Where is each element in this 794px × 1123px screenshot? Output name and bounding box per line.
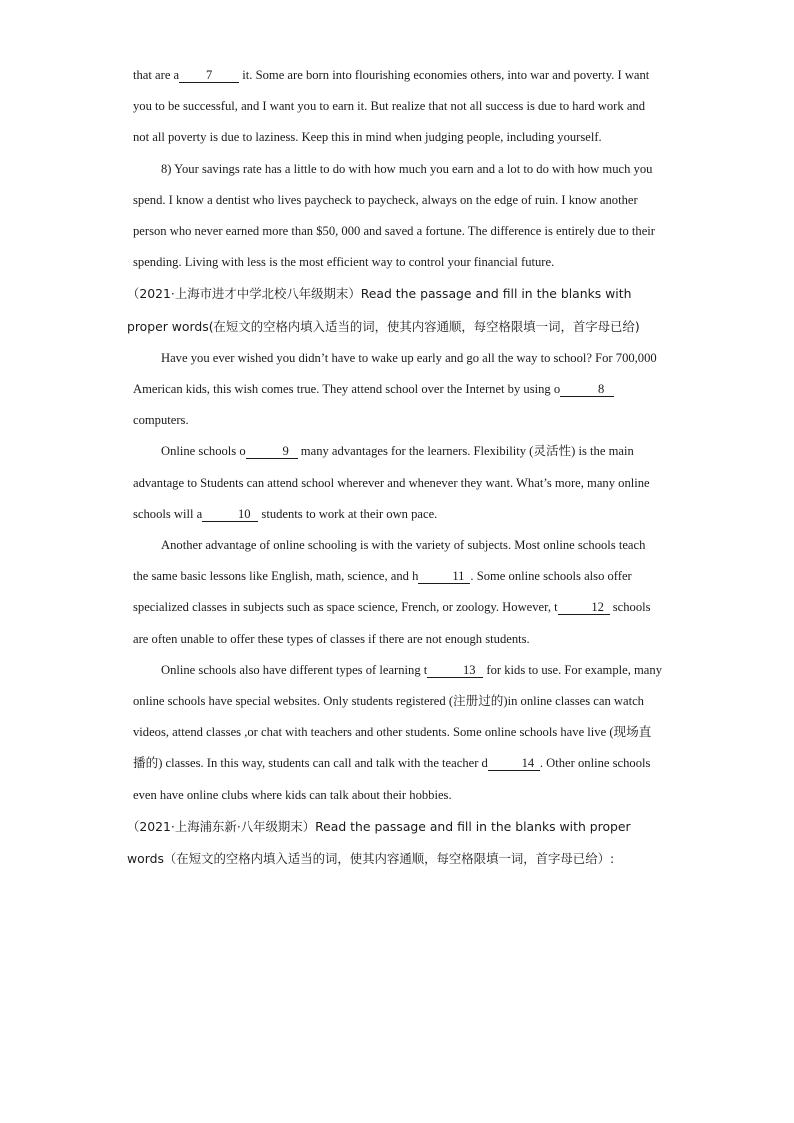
text: many advantages for the learners. Flexibility (灵活性) is the main advantage to Students can attend school wherever and whenever they want. What’s more, many online schools will a xyxy=(133,444,650,521)
text: Have you ever wished you didn’t have to wake up early and go all the way to school? For 700,000 American kids, this wish comes true. They attend school over the Internet by using o xyxy=(133,350,657,397)
instruction: Read the passage and fill in the blanks with proper words(在短文的空格内填入适当的词，使其内容通顺，每空格限填一词，首字母已给) xyxy=(127,286,640,334)
section-header xyxy=(127,811,663,875)
text: . Other online schools even have online clubs where kids can talk about their hobbies. xyxy=(133,756,651,802)
paragraph-8: 8) Your savings rate has a little to do with how much you earn and a lot to do with how much you spend. I know a dentist who lives paycheck to paycheck, always on the edge of ruin. I know another person who never earned more than $50, 000 and saved a fortune. The difference is entirely due to their spending. Living with less is the most efficient way to control your financial future. xyxy=(133,161,655,270)
paragraph-7 xyxy=(133,60,663,154)
blank-10[interactable]: 10 xyxy=(202,507,258,522)
passage-paragraph xyxy=(133,436,663,530)
blank-8[interactable]: 8 xyxy=(560,382,614,397)
passage-paragraph xyxy=(133,343,663,437)
blank-12[interactable]: 12 xyxy=(558,600,610,615)
blank-7[interactable]: 7 xyxy=(179,68,239,83)
instruction: Read the passage and fill in the blanks with proper words（在短文的空格内填入适当的词，使其内容通顺，每空格限填一词，首字母已给）: xyxy=(127,818,631,867)
text: it. Some are born into flourishing economies others, into war and poverty. I want you to be successful, and I want you to earn it. But realize that not all success is due to hard work and not all poverty is due to laziness. Keep this in mind when judging people, including yourself. xyxy=(133,68,650,145)
blank-13[interactable]: 13 xyxy=(427,663,483,678)
text: . Some online schools also offer specialized classes in subjects such as space science, French, or zoology. However, t xyxy=(133,569,632,615)
text: that are a xyxy=(133,68,180,82)
text: computers. xyxy=(133,413,189,428)
source-label: （2021·上海市进才中学北校八年级期末） xyxy=(127,286,361,302)
section-header xyxy=(127,278,663,342)
passage-paragraph xyxy=(133,530,663,655)
blank-9[interactable]: 9 xyxy=(246,444,298,459)
text: schools are often unable to offer these types of classes if there are not enough students. xyxy=(133,600,651,646)
text: Online schools o xyxy=(161,444,246,459)
text: Online schools also have different types of learning t xyxy=(161,662,428,677)
source-label: （2021·上海浦东新·八年级期末） xyxy=(127,818,316,834)
blank-14[interactable]: 14 xyxy=(488,756,540,771)
passage-paragraph xyxy=(133,655,663,811)
worksheet-page xyxy=(127,60,663,875)
blank-11[interactable]: 11 xyxy=(418,569,470,584)
text: for kids to use. For example, many online schools have special websites. Only students registered (注册过的)in online classes can watch videos, attend classes ,or chat with teachers and other students. Some online schools have live (现场直播的) classes. In this way, students can call and talk with the teacher d xyxy=(133,662,662,771)
text: Another advantage of online schooling is with the variety of subjects. Most online schools teach the same basic lessons like English, math, science, and h xyxy=(133,538,646,584)
text: students to work at their own pace. xyxy=(258,506,438,521)
